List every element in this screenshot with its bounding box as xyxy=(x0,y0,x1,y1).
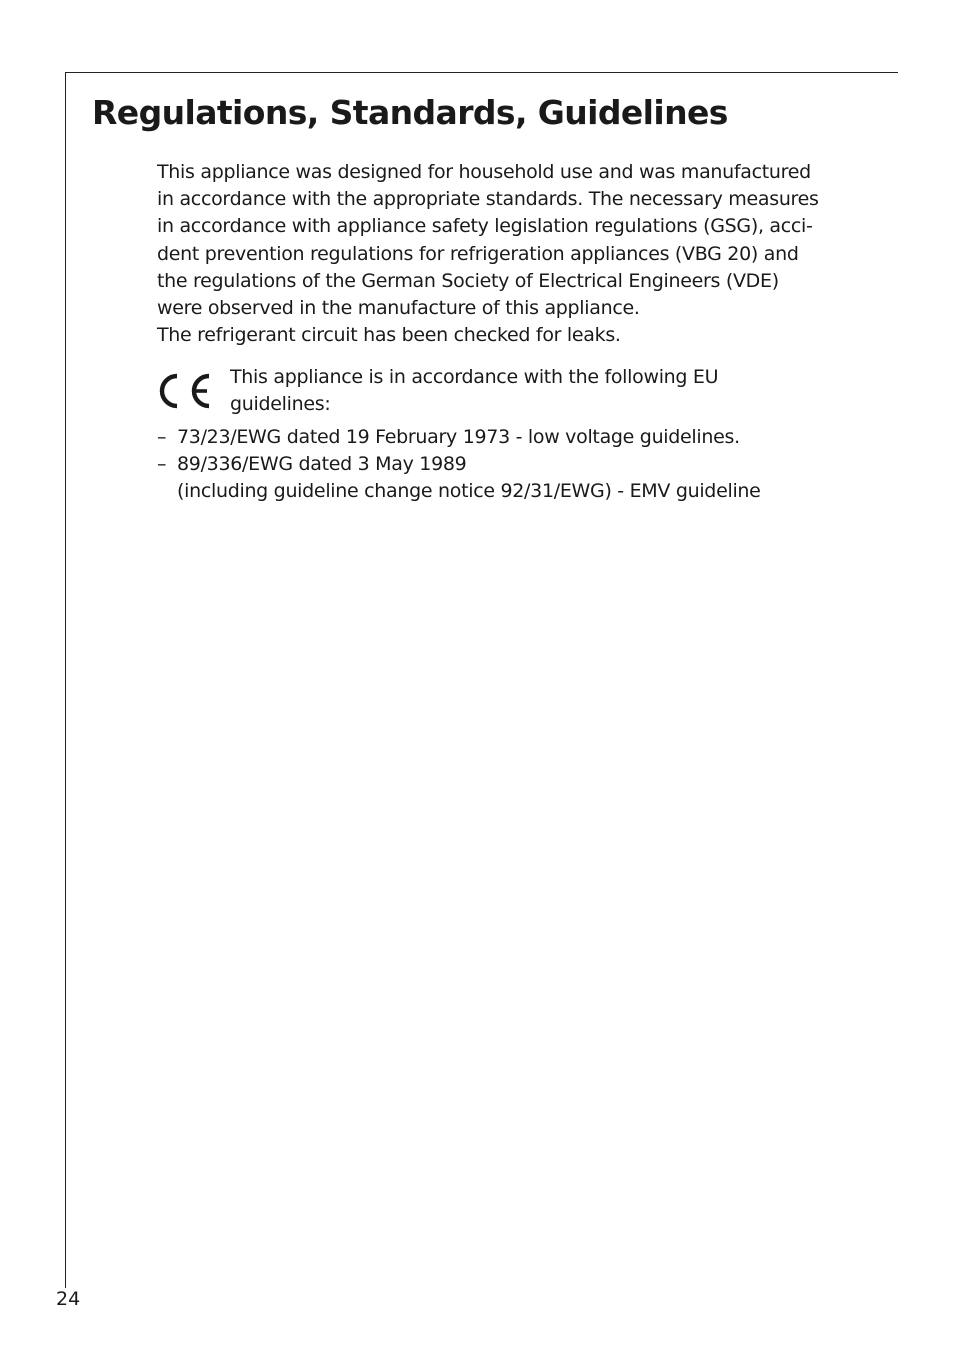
ce-mark-icon xyxy=(158,372,214,410)
guideline-list xyxy=(157,424,761,506)
intro-line: dent prevention regulations for refrigeration appliances (VBG 20) and xyxy=(157,242,799,265)
page-frame-top-rule xyxy=(65,72,898,73)
list-item xyxy=(157,424,761,451)
ce-statement xyxy=(230,364,718,418)
intro-line: in accordance with appliance safety legislation regulations (GSG), acci- xyxy=(157,215,813,238)
page-frame-left-rule xyxy=(65,72,66,1288)
intro-line: This appliance was designed for household use and was manufactured xyxy=(157,161,811,183)
page-title: Regulations, Standards, Guidelines xyxy=(92,93,728,132)
guideline-subtext: (including guideline change notice 92/31/EWG) - EMV guideline xyxy=(177,480,761,503)
list-dash: – xyxy=(157,426,167,448)
ce-statement-line: This appliance is in accordance with the following EU xyxy=(230,366,719,388)
ce-statement-line: guidelines: xyxy=(230,393,331,416)
intro-line: The refrigerant circuit has been checked for leaks. xyxy=(157,324,621,347)
list-dash: – xyxy=(157,453,167,476)
intro-line: in accordance with the appropriate standards. The necessary measures xyxy=(157,188,819,211)
intro-paragraph xyxy=(157,159,887,349)
guideline-text: 73/23/EWG dated 19 February 1973 - low voltage guidelines. xyxy=(177,426,740,448)
page-number: 24 xyxy=(56,1288,81,1310)
list-item xyxy=(157,451,761,505)
intro-line: the regulations of the German Society of Electrical Engineers (VDE) xyxy=(157,269,779,292)
intro-line: were observed in the manufacture of this appliance. xyxy=(157,297,640,320)
guideline-text: 89/336/EWG dated 3 May 1989 xyxy=(177,453,467,476)
